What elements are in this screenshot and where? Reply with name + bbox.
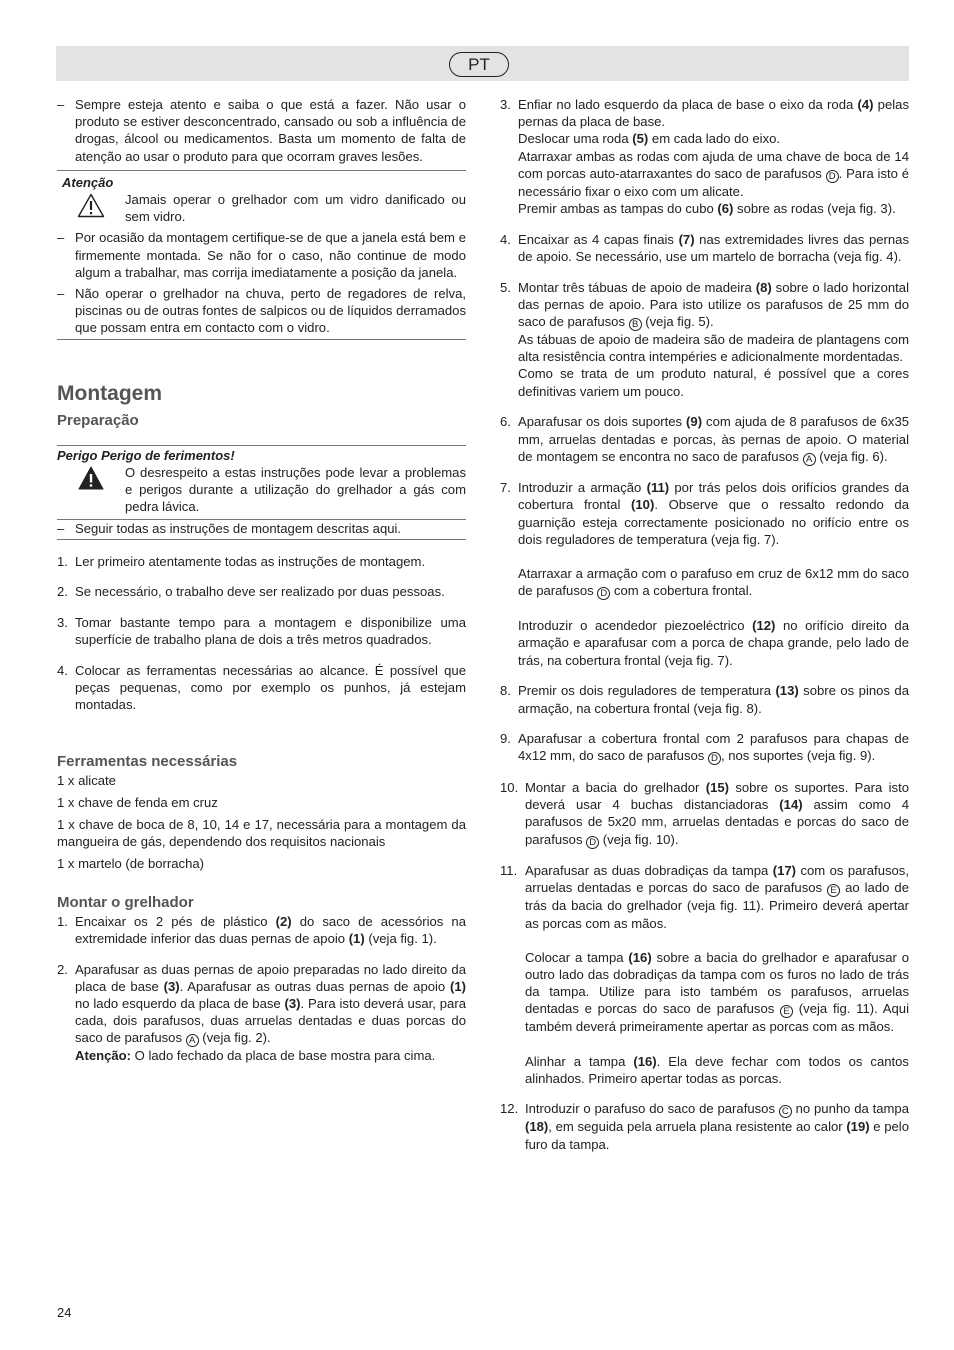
warning-outline-icon [57,191,125,225]
page-number: 24 [57,1305,72,1320]
danger-title: Perigo Perigo de ferimentos! [57,447,235,463]
list-item: 2. Aparafusar as duas pernas de apoio preparadas no lado direito da placa de base (3). Aparafusar as outras duas pernas de apoio (1) no lado esquerdo da placa de base (3). Para isto deverá usar, para cada, dois parafusos, duas arruelas dentadas e duas porcas do saco de parafusos A (veja fig. 2). Atenção: O lado fechado da placa de base mostra para cima. [57,961,466,1064]
list-item: 4. Encaixar as 4 capas finais (7) nas extremidades livres das pernas de apoio. Se necessário, use um martelo de borracha (veja fig. 4). [500,231,909,264]
attention-title: Atenção [62,174,114,190]
list-item: 11. Aparafusar as duas dobradiças da tampa (17) com os parafusos, arruelas dentadas e porcas do saco de parafusos E ao lado de trás da bacia do grelhador (veja fig. 11). Primeiro deverá apertar as porcas com as mãos. Colocar a tampa (16) sobre a bacia do grelhador e aparafusar o outro lado das dobradiças da tampa com os furos no lado de trás da tampa. Utilize para isto também os parafusos, arruelas dentadas e porcas do saco de parafusos E (veja fig. 11). Aqui também deverá primeiramente apertar as porcas com as mãos. Alinhar a tampa (16). Ela deve fechar com todos os cantos alinhados. Primeiro apertar todas as porcas. [500,863,909,1086]
list-item: 9. Aparafusar a cobertura frontal com 2 parafusos para chapas de 4x12 mm, do saco de parafusos D , nos suportes (veja fig. 9). [500,731,909,765]
subsection-title-ferramentas: Ferramentas necessárias [57,752,238,770]
list-item: 7. Introduzir a armação (11) por trás pelos dois orifícios grandes da cobertura frontal (10). Observe que o ressalto redondo da guarnição esteja correctamente posicionado no orifício entre os dois reguladores de temperatura (veja fig. 7). Atarraxar a armação com o parafuso em cruz de 6x12 mm do saco de parafusos D com a cobertura frontal. Introduzir o acendedor piezoeléctrico (12) no orifício direito da armação e aparafusar com a porca de chapa grande, pelo lado de trás, na cobertura frontal (veja fig. 7). [500,480,910,668]
safety-bullet: – Seguir todas as instruções de montagem descritas aqui. [57,520,466,537]
subsection-title-preparacao: Preparação [57,411,139,429]
list-item: 12. Introduzir o parafuso do saco de parafusos C no punho da tampa (18), em seguida pela arruela plana resistente ao calor (19) e pelo furo da tampa. [500,1101,909,1152]
attention-box [57,191,466,225]
attention-text: Jamais operar o grelhador com um vidro danificado ou sem vidro. [125,192,466,225]
list-item: 6. Aparafusar os dois suportes (9) com ajuda de 8 parafusos de 6x35 mm, arruelas dentadas e porcas, às pernas de apoio. O material de montagem se encontra no saco de parafusos A (veja fig. 6). [500,414,910,465]
list-item: 8. Premir os dois reguladores de temperatura (13) sobre os pinos da armação, na cobertura frontal (veja fig. 8). [500,683,909,716]
warning-filled-icon [57,464,125,516]
bag-c-icon: C [779,1105,792,1118]
list-item: 1. Ler primeiro atentamente todas as instruções de montagem. [57,553,426,569]
bag-e-icon: E [827,884,840,897]
language-badge: PT [449,52,509,77]
tool-item: 1 x martelo (de borracha) [57,856,205,872]
bag-e-icon: E [780,1005,793,1018]
section-title-montagem: Montagem [57,381,162,405]
danger-text: O desrespeito a estas instruções pode levar a problemas e perigos durante a utilização do grelhador a gás com pedra lávica. [125,464,466,515]
bag-b-icon: B [629,318,642,331]
list-item: 1. Encaixar os 2 pés de plástico (2) do saco de acessórios na extremidade inferior das duas pernas de apoio (1) (veja fig. 1). [57,913,466,946]
list-item: 3. Enfiar no lado esquerdo da placa de base o eixo da roda (4) pelas pernas da placa de base. Deslocar uma roda (5) em cada lado do eixo. Atarraxar ambas as rodas com ajuda de uma chave de boca de 14 com porcas auto-atarraxantes do saco de parafusos D . Para isto é necessário fixar o eixo com um alicate. Premir ambas as tampas do cubo (6) sobre as rodas (veja fig. 3). [500,97,910,217]
bag-a-icon: A [803,453,816,466]
danger-box [57,464,466,516]
list-item: 5. Montar três tábuas de apoio de madeira (8) sobre o lado horizontal das pernas de apoio. Para isto utilize os parafusos de 25 mm do saco de parafusos B (veja fig. 5). As tábuas de apoio de madeira são de madeira de plantagens com alta resistência contra intempéries e adicionalmente mordentadas. Como se trata de um produto natural, é possível que a cores definitivas variem um pouco. [500,279,909,399]
bag-a-icon: A [186,1034,199,1047]
safety-bullet: – Por ocasião da montagem certifique-se de que a janela está bem e firmemente montada. Se não for o caso, não continue de modo algum a trabalhar, mas corrija imediatamente a posição da janela. [57,229,466,281]
tool-item: 1 x alicate [57,772,116,788]
safety-bullet: – Não operar o grelhador na chuva, perto de regadores de relva, piscinas ou de outras fontes de salpicos ou de líquidos derramados que possam entra em contacto com o vidro. [57,285,466,337]
divider [57,445,466,446]
bag-d-icon: D [708,752,721,765]
bag-d-icon: D [826,170,839,183]
tool-item: 1 x chave de fenda em cruz [57,794,218,810]
subsection-title-montar: Montar o grelhador [57,893,194,911]
bag-d-icon: D [597,587,610,600]
safety-bullet: – Sempre esteja atento e saiba o que está a fazer. Não usar o produto se estiver desconcentrado, cansado ou sob a influência de drogas, álcool ou medicamentos. Basta um momento de falta de atenção ao usar o produto para que ocorram graves lesões. [57,96,466,165]
left-column [57,96,466,1065]
tool-item: 1 x chave de boca de 8, 10, 14 e 17, necessária para a montagem da mangueira de gás, dependendo dos requisitos nacionais [57,816,466,850]
bag-d-icon: D [586,836,599,849]
divider [57,339,466,340]
list-item: 10. Montar a bacia do grelhador (15) sobre os suportes. Para isto deverá usar 4 buchas distanciadoras (14) assim como 4 parafusos de 5x20 mm, arruelas dentadas e porcas do saco de parafusos D (veja fig. 10). [500,779,909,848]
list-item: 3. Tomar bastante tempo para a montagem e disponibilize uma superfície de trabalho plana de dois a três metros quadrados. [57,615,466,648]
right-column [500,96,909,1153]
list-item: 2. Se necessário, o trabalho deve ser realizado por duas pessoas. [57,584,445,600]
list-item: 4. Colocar as ferramentas necessárias ao alcance. É possível que peças pequenas, como por exemplo os punhos, já estejam montadas. [57,662,466,713]
divider [57,170,466,171]
